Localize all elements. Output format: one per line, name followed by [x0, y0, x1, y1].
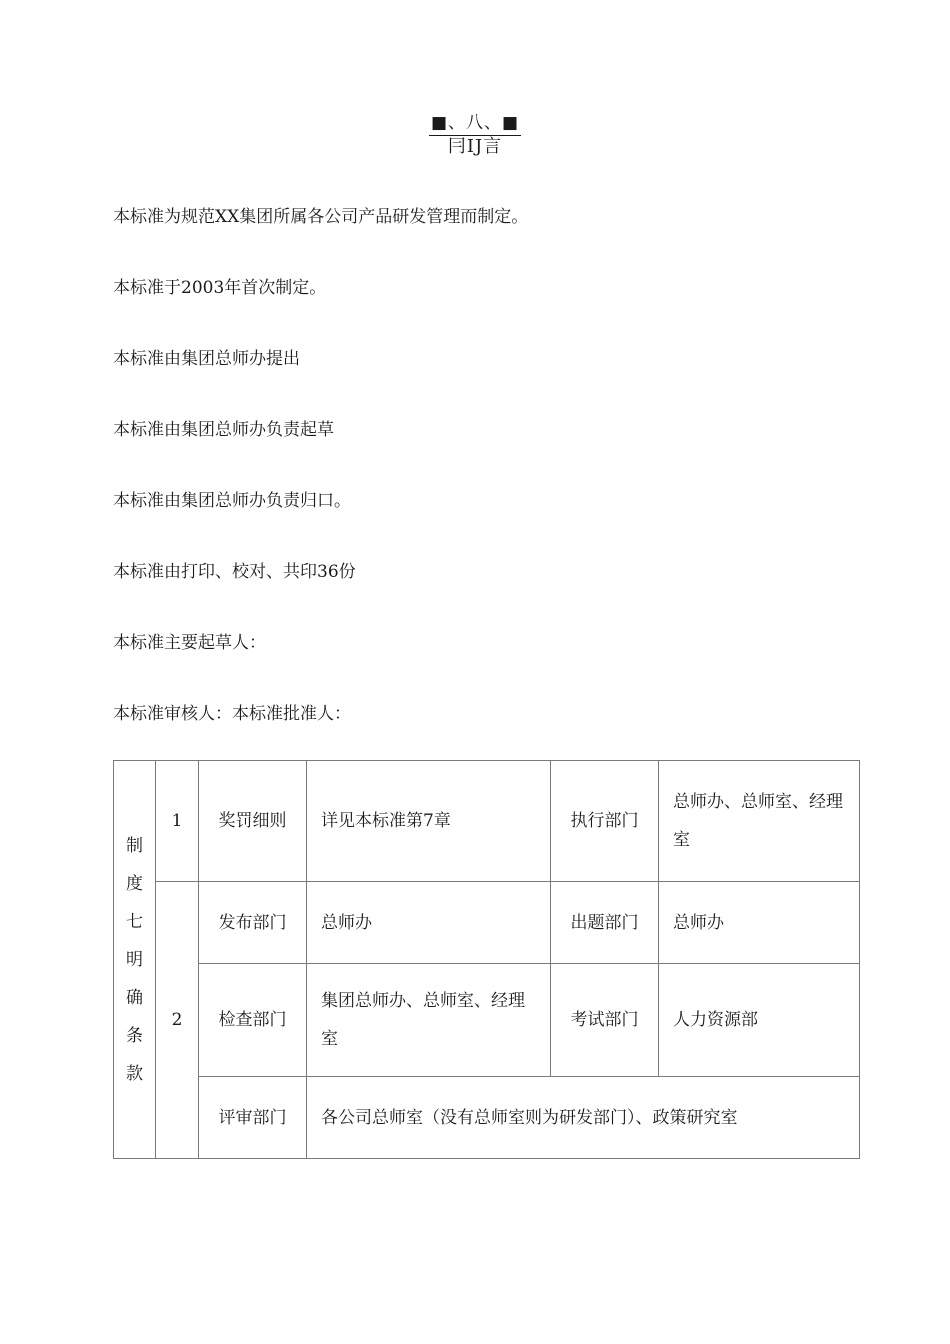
- row-label: 检查部门: [199, 964, 307, 1077]
- document-title-symbols: [0, 112, 950, 136]
- row-number: 2: [156, 882, 199, 1159]
- row-number: 1: [156, 761, 199, 882]
- paragraph-print-count: 本标准由打印、校对、共印36份: [113, 562, 356, 582]
- row-value-wide: 各公司总师室（没有总师室则为研发部门）、政策研究室: [307, 1077, 860, 1159]
- row-label-secondary: 执行部门: [551, 761, 659, 882]
- row-value: 集团总师办、总师室、经理室: [307, 964, 551, 1077]
- side-label-cell: [114, 761, 156, 1159]
- side-label-char: 七: [126, 911, 143, 932]
- document-title: 冃IJ言: [447, 136, 503, 157]
- paragraph-managed-by: 本标准由集团总师办负责归口。: [113, 491, 351, 511]
- side-label-char: 制: [126, 835, 143, 856]
- table-row: [114, 882, 860, 964]
- row-label: 发布部门: [199, 882, 307, 964]
- paragraph-first-issued: 本标准于2003年首次制定。: [113, 278, 327, 298]
- row-value: 详见本标准第7章: [307, 761, 551, 882]
- side-label-char: 条: [126, 1025, 143, 1046]
- paragraph-proposed-by: 本标准由集团总师办提出: [113, 349, 300, 369]
- side-label-char: 明: [126, 949, 143, 970]
- title-symbols-text: ■、八、■: [429, 112, 521, 136]
- table-row: [114, 964, 860, 1077]
- row-value-secondary: 人力资源部: [659, 964, 860, 1077]
- paragraph-drafted-by: 本标准由集团总师办负责起草: [113, 420, 334, 440]
- side-label-char: 度: [126, 873, 143, 894]
- row-value: 总师办: [307, 882, 551, 964]
- side-label-char: 确: [126, 987, 143, 1008]
- row-label-secondary: 出题部门: [551, 882, 659, 964]
- table-row: [114, 1077, 860, 1159]
- row-value-secondary: 总师办: [659, 882, 860, 964]
- row-label: 奖罚细则: [199, 761, 307, 882]
- side-label-char: 款: [126, 1063, 143, 1084]
- table-row: [114, 761, 860, 882]
- paragraph-main-drafter: 本标准主要起草人：: [113, 633, 266, 653]
- row-label-secondary: 考试部门: [551, 964, 659, 1077]
- row-label: 评审部门: [199, 1077, 307, 1159]
- paragraph-purpose: 本标准为规范XX集团所属各公司产品研发管理而制定。: [113, 207, 529, 227]
- clause-table: [113, 760, 860, 1159]
- row-value-secondary: 总师办、总师室、经理室: [659, 761, 860, 882]
- paragraph-reviewer-approver: 本标准审核人：本标准批准人：: [113, 704, 351, 724]
